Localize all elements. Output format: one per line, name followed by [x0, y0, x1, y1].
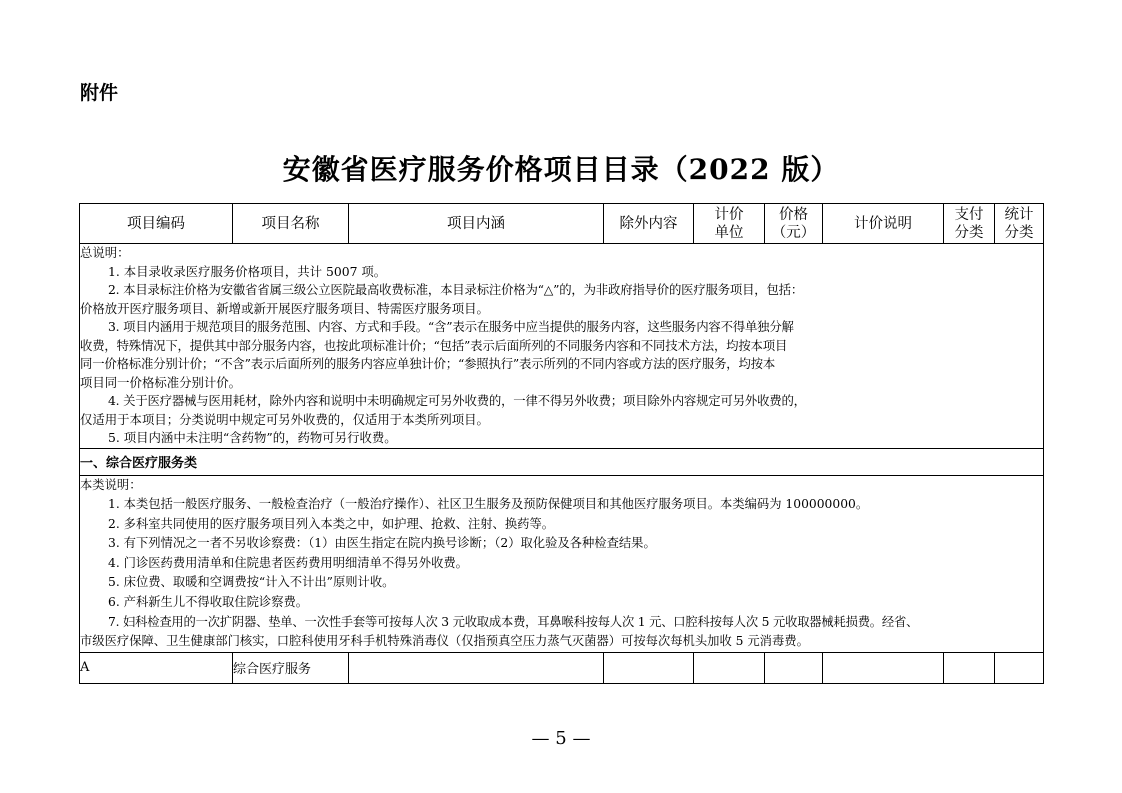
section-note-line: 3. 有下列情况之一者不另收诊察费：（1）由医生指定在院内换号诊断；（2）取化验及各种检查结果。: [108, 536, 656, 551]
general-note-line: 3. 项目内涵用于规范项目的服务范围、内容、方式和手段。“含”表示在服务中应当提供的服务内容，这些服务内容不得单独分解: [108, 319, 794, 334]
general-note-line: 项目同一价格标准分别计价。: [80, 374, 242, 390]
general-notes-row: [80, 244, 1044, 449]
section-note-line: 5. 床位费、取暖和空调费按“计入不计出”原则计收。: [108, 575, 395, 590]
section-note-line: 市级医疗保障、卫生健康部门核实，口腔科使用牙科手机特殊消毒仪（仅指预真空压力蒸气灭菌器）可按每次每机头加收 5 元消毒费。: [80, 634, 809, 649]
cell-pricing-note: [823, 652, 944, 683]
general-note-line: 5. 项目内涵中未注明“含药物”的，药物可另行收费。: [108, 430, 397, 445]
general-note-line: 1. 本目录收录医疗服务价格项目，共计 5007 项。: [108, 263, 387, 279]
header-stat-class: 统计 分类: [995, 204, 1044, 244]
page-number: — 5 —: [531, 728, 591, 749]
cell-stat-class: [995, 652, 1044, 683]
section-note-line: 7. 妇科检查用的一次扩阴器、垫单、一次性手套等可按每人次 3 元收取成本费，耳鼻喉科按每人次 1 元、口腔科按每人次 5 元收取器械耗损费。经省、: [108, 614, 919, 629]
general-note-line: 同一价格标准分别计价；“不含”表示后面所列的服务内容应单独计价；“参照执行”表示所列的不同内容或方法的医疗服务，均按本: [80, 356, 776, 371]
header-code: 项目编码: [80, 204, 233, 244]
table-row: [80, 652, 1044, 683]
cell-code: A: [80, 652, 233, 683]
header-payment-class: 支付 分类: [944, 204, 995, 244]
section-note-line: 4. 门诊医药费用清单和住院患者医药费用明细清单不得另外收费。: [108, 555, 468, 570]
cell-payment-class: [944, 652, 995, 683]
section-note-line: 6. 产科新生儿不得收取住院诊察费。: [108, 595, 309, 610]
section-note-line: 1. 本类包括一般医疗服务、一般检查治疗（一般治疗操作）、社区卫生服务及预防保健项目和其他医疗服务项目。本类编码为 100000000。: [108, 497, 869, 512]
header-content: 项目内涵: [349, 204, 604, 244]
section-row: [80, 448, 1044, 475]
header-price: 价格 （元）: [765, 204, 823, 244]
document-title: 安徽省医疗服务价格项目目录（2022 版）: [282, 153, 840, 186]
cell-price: [765, 652, 823, 683]
general-notes-heading: 总说明：: [80, 245, 130, 260]
attachment-label: 附件: [80, 82, 119, 104]
header-unit: 计价 单位: [694, 204, 765, 244]
header-name: 项目名称: [233, 204, 349, 244]
cell-name: 综合医疗服务: [233, 652, 349, 683]
general-note-line: 价格放开医疗服务项目、新增或新开展医疗服务项目、特需医疗服务项目。: [80, 300, 489, 316]
section-notes: [80, 475, 1044, 652]
cell-unit: [694, 652, 765, 683]
header-pricing-note: 计价说明: [823, 204, 944, 244]
header-row: [80, 204, 1044, 244]
header-exclusions: 除外内容: [604, 204, 694, 244]
section-notes-row: [80, 475, 1044, 652]
general-note-line: 4. 关于医疗器械与医用耗材，除外内容和说明中未明确规定可另外收费的，一律不得另外收费；项目除外内容规定可另外收费的，: [108, 393, 806, 408]
section-notes-heading: 本类说明：: [80, 477, 142, 492]
price-catalog-table: [79, 203, 1044, 684]
cell-exclusions: [604, 652, 694, 683]
section-note-line: 2. 多科室共同使用的医疗服务项目列入本类之中，如护理、抢救、注射、换药等。: [108, 516, 555, 531]
general-note-line: 2. 本目录标注价格为安徽省省属三级公立医院最高收费标准，本目录标注价格为“△”的，为非政府指导价的医疗服务项目，包括：: [108, 282, 804, 297]
cell-content: [349, 652, 604, 683]
general-note-line: 仅适用于本项目；分类说明中规定可另外收费的，仅适用于本类所列项目。: [80, 411, 489, 427]
general-note-line: 收费，特殊情况下，提供其中部分服务内容，也按此项标准计价；“包括”表示后面所列的不同服务内容和不同技术方法，均按本项目: [80, 337, 788, 353]
general-notes: [80, 244, 1044, 449]
section-title: 一、综合医疗服务类: [80, 448, 1044, 475]
